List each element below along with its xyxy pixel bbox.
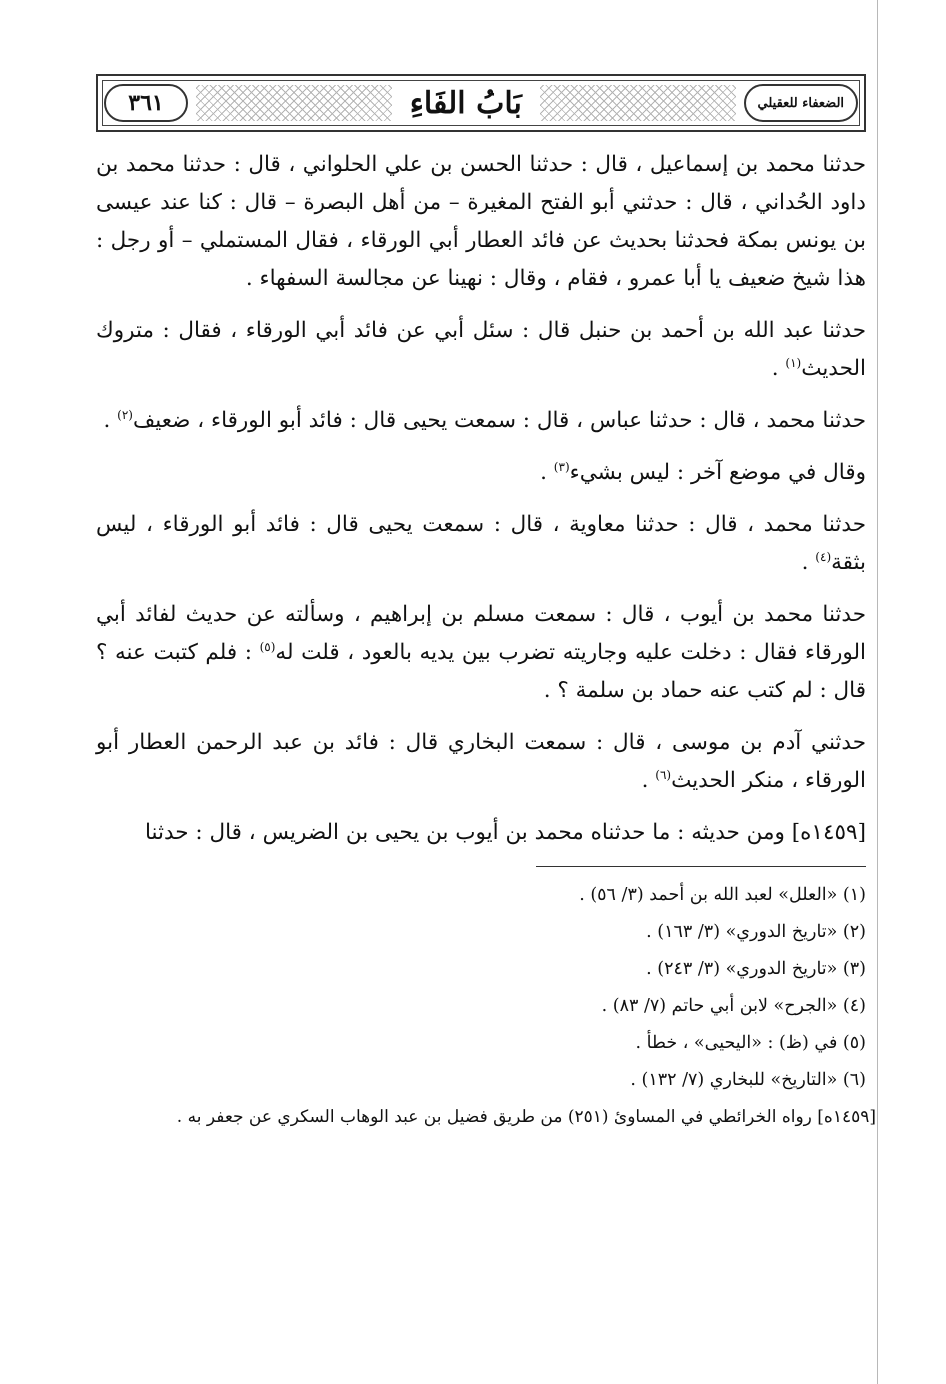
paragraph-text: حدثنا محمد بن أيوب ، قال : سمعت مسلم بن إبراهيم ، وسألته عن حديث لفائد أبي الورقاء فقال : دخلت عليه وجاريته تضرب بين يديه بالعود ، قلت له [96, 602, 866, 665]
paragraph [96, 146, 866, 298]
paragraph [96, 814, 866, 852]
header-ornament-right [540, 85, 736, 121]
footnote-marker: (٥) [259, 639, 276, 654]
footnote-marker: (١) [785, 355, 802, 370]
source-note: [١٤٥٩ه] رواه الخرائطي في المساوئ (٢٥١) من طريق فضيل بن عبد الوهاب السكري عن جعفر به . [176, 1107, 876, 1127]
paragraph [96, 596, 866, 710]
paragraph-text: حدثنا محمد بن إسماعيل ، قال : حدثنا الحسن بن علي الحلواني ، قال : حدثنا محمد بن داود الحُداني ، قال : حدثني أبو الفتح المغيرة – من أهل البصرة – قال : كنا عند عيسى بن يونس بمكة فحدثنا بحديث عن فائد العطار أبي الورقاء ، فقال المستملي – أو رجل : هذا شيخ ضعيف يا أبا عمرو ، فقام ، وقال : نهينا عن مجالسة السفهاء . [96, 152, 866, 291]
paragraph-tail: . [540, 460, 554, 485]
book-logo-text: الضعفاء للعقيلي [757, 95, 845, 111]
paragraph-text: وقال في موضع آخر : ليس بشيء [569, 460, 866, 485]
footnote-marker: (٣) [553, 459, 570, 474]
paragraph-text: حدثني آدم بن موسى ، قال : سمعت البخاري قال : فائد بن عبد الرحمن العطار أبو الورقاء ، منكر الحديث [96, 730, 866, 793]
main-text [96, 146, 866, 852]
header-ornament-left [196, 85, 392, 121]
page-header [96, 74, 866, 132]
footnote: (٦) «التاريخ» للبخاري (٧/ ١٣٢) . [630, 1070, 866, 1090]
paragraph [96, 724, 866, 800]
paragraph-text: [١٤٥٩ه] ومن حديثه : ما حدثناه محمد بن أيوب بن يحيى بن الضريس ، قال : حدثنا [145, 820, 866, 845]
footnote: (٢) «تاريخ الدوري» (٣/ ١٦٣) . [646, 922, 866, 942]
paragraph-text: حدثنا محمد ، قال : حدثنا عباس ، قال : سمعت يحيى قال : فائد أبو الورقاء ، ضعيف [132, 408, 866, 433]
paragraph [96, 402, 866, 440]
footnote: (٣) «تاريخ الدوري» (٣/ ٢٤٣) . [646, 959, 866, 979]
paragraph-text: حدثنا عبد الله بن أحمد بن حنبل قال : سئل أبي عن فائد أبي الورقاء ، فقال : متروك الحديث [96, 318, 866, 381]
paragraph-tail: . [801, 550, 816, 575]
footnote: (٤) «الجرح» لابن أبي حاتم (٧/ ٨٣) . [601, 996, 866, 1016]
page-edge-line [877, 0, 878, 1384]
footnote-marker: (٤) [815, 549, 832, 564]
page-number-cartouche [104, 84, 188, 122]
paragraph [96, 312, 866, 388]
chapter-title: بَابُ الفَاءِ [409, 85, 522, 121]
book-logo [744, 84, 858, 122]
footnote-marker: (٦) [655, 767, 672, 782]
footnote-marker: (٢) [117, 407, 133, 422]
paragraph-tail: . [771, 356, 786, 381]
footnote-separator [536, 866, 866, 867]
page-number: ٣٦١ [128, 90, 164, 116]
paragraph-tail: : فلم كتبت عنه ؟ قال : لم كتب عنه حماد بن سلمة ؟ . [96, 640, 866, 703]
footnote: (٥) في (ظ) : «اليحيى» ، خطأ . [635, 1033, 866, 1053]
footnote: (١) «العلل» لعبد الله بن أحمد (٣/ ٥٦) . [579, 885, 866, 905]
book-page [96, 74, 876, 1136]
paragraph-tail: . [641, 768, 656, 793]
paragraph-tail: . [103, 408, 118, 433]
paragraph [96, 454, 866, 492]
paragraph [96, 506, 866, 582]
footnotes [96, 877, 876, 1136]
paragraph-text: حدثنا محمد ، قال : حدثنا معاوية ، قال : سمعت يحيى قال : فائد أبو الورقاء ، ليس بثقة [96, 512, 866, 575]
